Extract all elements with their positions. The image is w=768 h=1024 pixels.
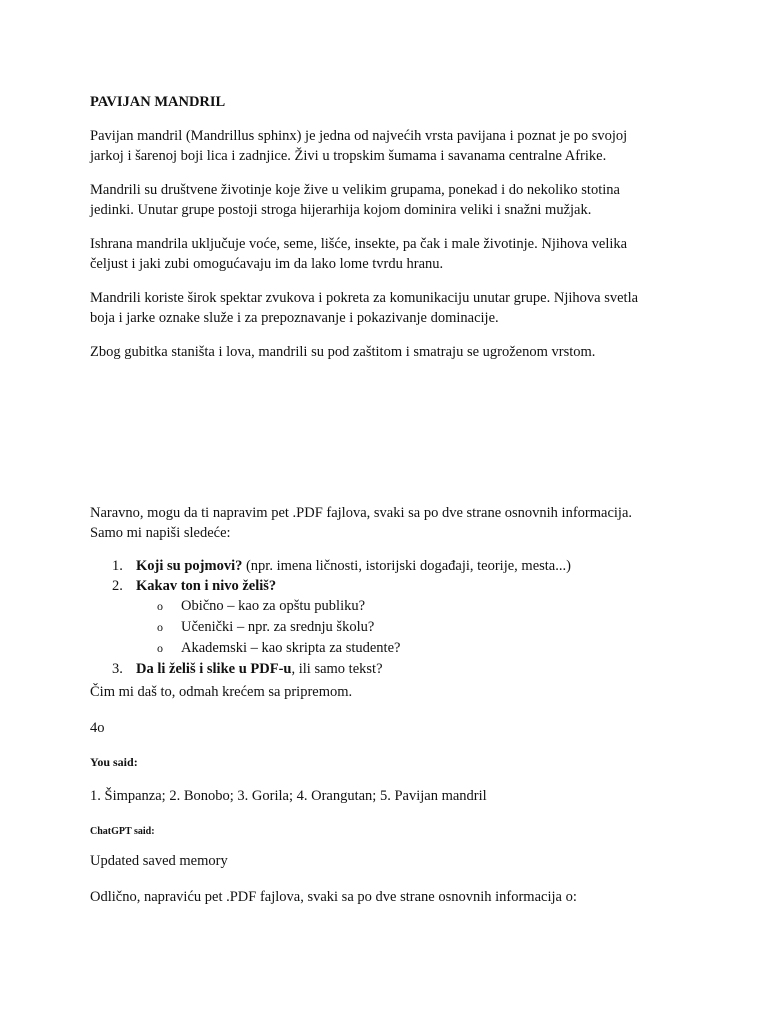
response-closing: Čim mi daš to, odmah krećem sa pripremom. (90, 684, 353, 700)
memory-note: Updated saved memory (90, 853, 228, 869)
response-intro (90, 503, 632, 543)
sub-list-item-text: Učenički – npr. za srednju školu? (181, 619, 375, 635)
sub-list-item-text: Akademski – kao skripta za studente? (181, 640, 401, 656)
paragraph-line: Pavijan mandril (Mandrillus sphinx) je jedna od najvećih vrsta pavijana i poznat je po svojoj (90, 128, 628, 144)
response-intro-line: Naravno, mogu da ti napravim pet .PDF fajlova, svaki sa po dve strane osnovnih informacija. (90, 505, 633, 521)
bullet-icon: o (157, 599, 163, 613)
list-item-bold: Koji su pojmovi? (136, 558, 243, 574)
final-text: Odlično, napraviću pet .PDF fajlova, svaki sa po dve strane osnovnih informacija o: (90, 889, 577, 905)
paragraph-communication (90, 288, 638, 328)
paragraph-conservation (90, 342, 595, 362)
list-number: 3. (112, 661, 123, 677)
list-item-rest: , ili samo tekst? (291, 661, 383, 677)
list-item-text (136, 576, 276, 596)
paragraph-intro (90, 126, 627, 166)
chatgpt-said-label: ChatGPT said: (90, 826, 155, 837)
paragraph-line: jarkoj i šarenoj boji lica i zadnjice. Živi u tropskim šumama i savanama centralne Afrike. (90, 148, 607, 164)
list-number: 1. (112, 558, 123, 574)
list-item-text (136, 556, 571, 576)
paragraph-line: Ishrana mandrila uključuje voće, seme, lišće, insekte, pa čak i male životinje. Njihova velika (90, 236, 628, 252)
paragraph-diet (90, 234, 627, 274)
bullet-icon: o (157, 620, 163, 634)
paragraph-line: čeljust i jaki zubi omogućavaju im da lako lome tvrdu hranu. (90, 256, 444, 272)
user-message: 1. Šimpanza; 2. Bonobo; 3. Gorila; 4. Orangutan; 5. Pavijan mandril (90, 788, 487, 804)
list-item-bold: Kakav ton i nivo želiš? (136, 578, 277, 594)
paragraph-line: Zbog gubitka staništa i lova, mandrili su pod zaštitom i smatraju se ugroženom vrstom. (90, 344, 596, 360)
list-item-text (136, 659, 383, 679)
document-page (90, 0, 690, 1024)
model-label: 4o (90, 720, 105, 736)
paragraph-line: jedinki. Unutar grupe postoji stroga hijerarhija kojom dominira veliki i snažni mužjak. (90, 202, 592, 218)
paragraph-social (90, 180, 620, 220)
you-said-label: You said: (90, 755, 138, 769)
response-intro-line: Samo mi napiši sledeće: (90, 525, 231, 541)
paragraph-line: Mandrili koriste širok spektar zvukova i pokreta za komunikaciju unutar grupe. Njihova svetla (90, 290, 639, 306)
document-title: PAVIJAN MANDRIL (90, 94, 226, 110)
list-item-rest: (npr. imena ličnosti, istorijski događaji, teorije, mesta...) (242, 558, 571, 574)
sub-list-item-text: Obično – kao za opštu publiku? (181, 598, 366, 614)
list-number: 2. (112, 578, 123, 594)
list-item-bold: Da li želiš i slike u PDF-u (136, 661, 292, 677)
paragraph-line: Mandrili su društvene životinje koje žive u velikim grupama, ponekad i do nekoliko stotina (90, 182, 620, 198)
bullet-icon: o (157, 641, 163, 655)
paragraph-line: boja i jarke oznake služe i za prepoznavanje i pokazivanje dominacije. (90, 310, 499, 326)
